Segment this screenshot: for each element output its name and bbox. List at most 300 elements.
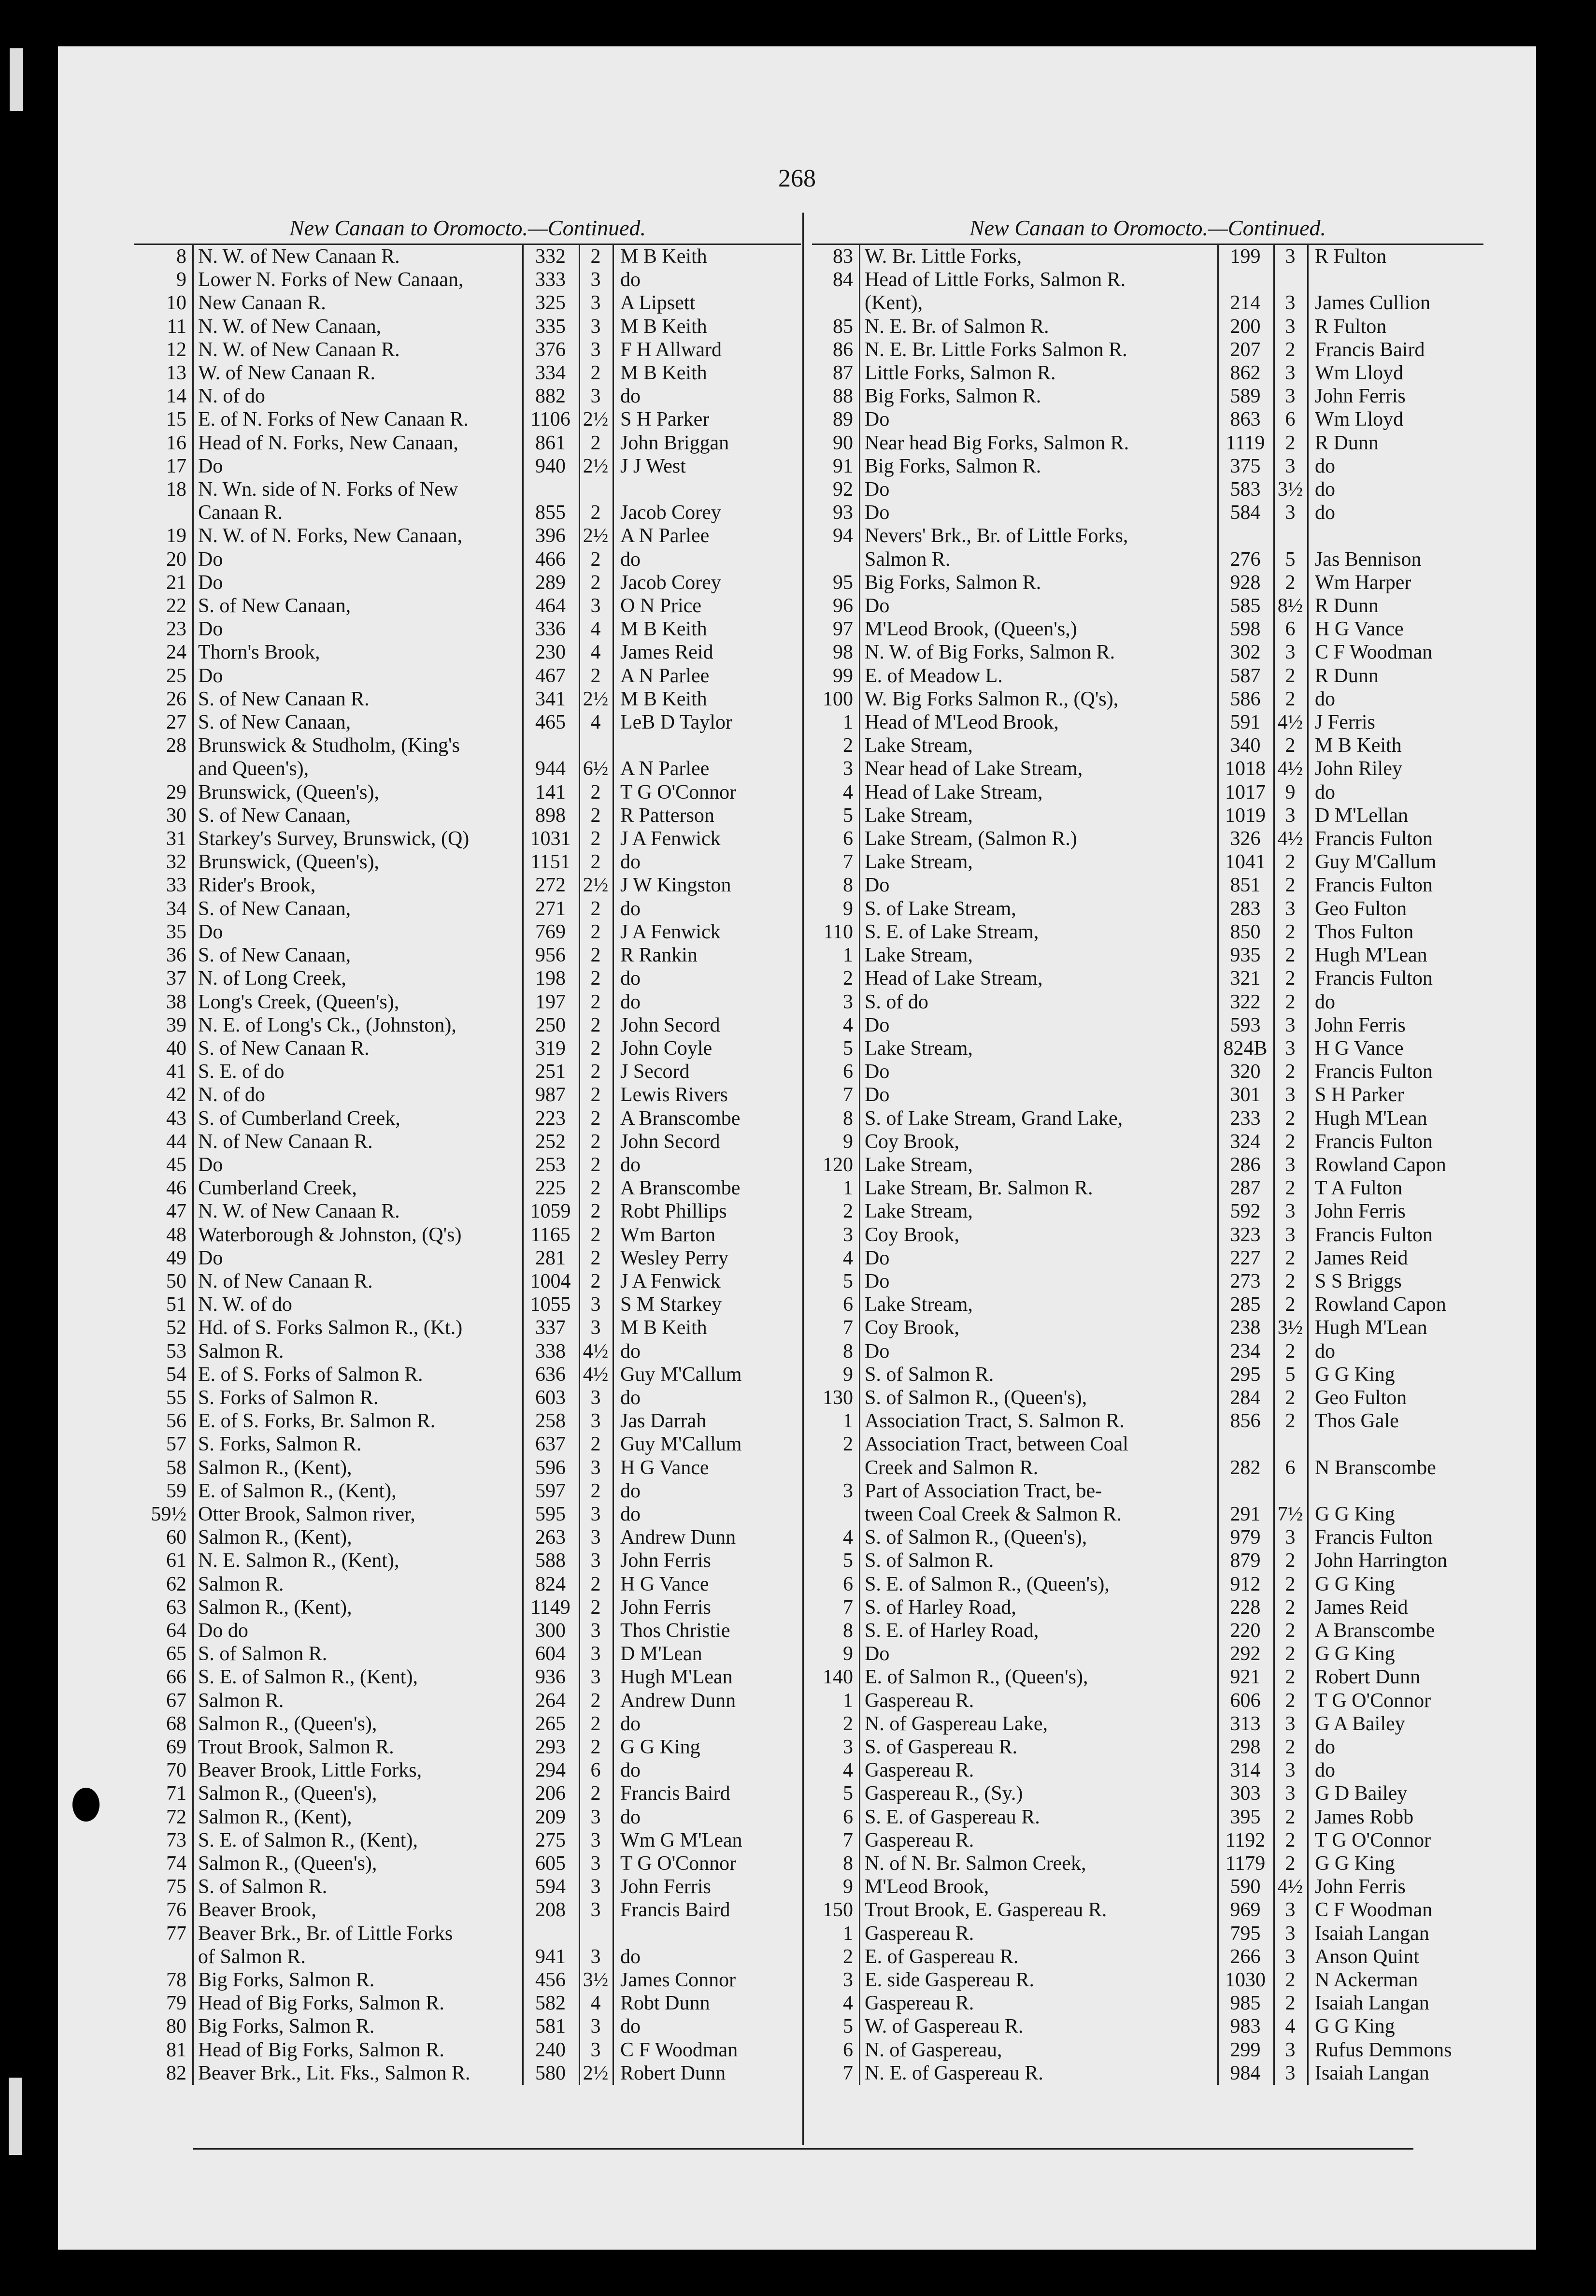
lot-number-cell: 6	[843, 828, 853, 850]
rate-cell: 2	[590, 1270, 601, 1292]
acres-cell: 300	[535, 1619, 566, 1642]
location-cell: Lake Stream, Br. Salmon R.	[865, 1177, 1093, 1200]
lot-number-cell: 6	[843, 1573, 853, 1595]
lot-number-cell: 59½	[151, 1503, 186, 1525]
acres-cell: 141	[535, 781, 566, 804]
table-row	[812, 1153, 1483, 1177]
acres-cell: 604	[535, 1643, 566, 1665]
lot-number-cell: 24	[166, 641, 186, 664]
acres-cell: 1030	[1225, 1969, 1266, 1992]
lot-number-cell: 27	[166, 711, 186, 734]
grantee-cell: J A Fenwick	[620, 828, 721, 850]
location-cell: Hd. of S. Forks Salmon R., (Kt.)	[198, 1317, 463, 1339]
rate-cell: 2½	[583, 408, 609, 431]
location-cell: Do	[865, 1643, 890, 1665]
location-cell: N. W. of New Canaan R.	[198, 338, 400, 361]
acres-cell: 1179	[1225, 1852, 1266, 1875]
rate-cell: 3	[590, 1619, 601, 1642]
acres-cell: 322	[1230, 990, 1261, 1013]
table-row	[134, 2038, 801, 2062]
rate-cell: 2	[590, 1573, 601, 1595]
location-cell: Association Tract, between Coal	[865, 1433, 1128, 1456]
table-row	[812, 1898, 1483, 1922]
grantee-cell: Robt Phillips	[620, 1200, 727, 1223]
grantee-cell: Francis Fulton	[1315, 874, 1433, 897]
rate-cell: 4	[590, 1992, 601, 2015]
table-row	[812, 1386, 1483, 1409]
acres-cell: 584	[1230, 502, 1261, 524]
lot-number-cell: 42	[166, 1084, 186, 1106]
acres-cell: 1106	[530, 408, 570, 431]
location-cell: Salmon R., (Kent),	[198, 1526, 352, 1549]
acres-cell: 223	[535, 1107, 566, 1130]
location-cell: N. E. of Gaspereau R.	[865, 2062, 1043, 2084]
table-row	[812, 1549, 1483, 1572]
acres-cell: 581	[535, 2015, 566, 2038]
lot-number-cell: 7	[843, 1084, 853, 1106]
grantee-cell: M B Keith	[620, 362, 707, 385]
location-cell: M'Leod Brook,	[865, 1876, 989, 1898]
lot-number-cell: 6	[843, 1061, 853, 1083]
rate-cell: 3	[590, 1829, 601, 1851]
acres-cell: 295	[1230, 1363, 1261, 1386]
location-cell: Head of Little Forks, Salmon R.	[865, 269, 1126, 291]
rate-cell: 2	[1285, 1247, 1296, 1269]
location-cell: Do	[198, 455, 223, 477]
location-cell: S. of Salmon R.	[865, 1550, 994, 1572]
table-row	[134, 1433, 801, 1456]
lot-number-cell: 83	[833, 245, 853, 268]
acres-cell: 769	[535, 920, 566, 943]
grantee-cell: H G Vance	[1315, 1037, 1404, 1060]
acres-cell: 265	[535, 1712, 566, 1735]
location-cell: W. of New Canaan R.	[198, 362, 376, 385]
table-row	[812, 2038, 1483, 2062]
bottom-rule	[193, 2148, 1413, 2150]
rate-cell: 2	[1285, 1643, 1296, 1665]
rate-cell: 3	[590, 2015, 601, 2038]
lot-number-cell: 36	[166, 944, 186, 967]
location-cell: E. of Meadow L.	[865, 664, 1003, 687]
table-row	[134, 1922, 801, 1945]
lot-number-cell: 5	[843, 1037, 853, 1060]
location-cell: S. of New Canaan,	[198, 897, 351, 920]
lot-number-cell: 7	[843, 1829, 853, 1851]
rate-cell: 4½	[583, 1340, 609, 1363]
acres-cell: 824	[535, 1573, 566, 1595]
location-cell: tween Coal Creek & Salmon R.	[865, 1503, 1122, 1525]
grantee-cell: A Branscombe	[620, 1107, 741, 1130]
rate-cell	[579, 734, 613, 757]
table-row	[812, 688, 1483, 711]
rate-cell: 2	[1285, 1573, 1296, 1595]
lot-number-cell: 79	[166, 1992, 186, 2015]
rate-cell: 4	[590, 711, 601, 734]
grantee-cell: D M'Lellan	[1315, 804, 1409, 827]
rate-cell: 3	[1285, 1899, 1296, 1922]
location-cell: Canaan R.	[198, 502, 283, 524]
acres-cell: 207	[1230, 338, 1261, 361]
rate-cell: 2	[1285, 688, 1296, 710]
location-cell: Big Forks, Salmon R.	[198, 2015, 375, 2038]
grantee-cell: Guy M'Callum	[1315, 851, 1437, 874]
grantee-cell: Thos Fulton	[1315, 920, 1414, 943]
lot-number-cell: 53	[166, 1340, 186, 1363]
grantee-cell: A N Parlee	[620, 664, 710, 687]
rate-cell: 2	[590, 804, 601, 827]
table-row	[812, 1014, 1483, 1037]
table-row	[812, 827, 1483, 850]
location-cell: Big Forks, Salmon R.	[865, 455, 1041, 477]
location-cell: Beaver Brk., Lit. Fks., Salmon R.	[198, 2062, 470, 2084]
acres-cell: 466	[535, 548, 566, 571]
grantee-cell: Wesley Perry	[620, 1247, 729, 1269]
table-row	[134, 2015, 801, 2038]
location-cell: S. E. of Harley Road,	[865, 1619, 1039, 1642]
grantee-cell: G D Bailey	[1315, 1782, 1408, 1805]
rate-cell: 2	[590, 967, 601, 990]
lot-number-cell: 90	[833, 431, 853, 454]
table-row	[134, 1153, 801, 1177]
rate-cell: 4½	[1277, 711, 1303, 734]
table-row	[134, 315, 801, 338]
rate-cell	[579, 478, 613, 501]
rate-cell: 3	[590, 1852, 601, 1875]
rate-cell: 3	[1285, 1782, 1296, 1805]
lot-number-cell: 70	[166, 1759, 186, 1782]
location-cell: N. W. of New Canaan R.	[198, 1200, 400, 1223]
table-row	[812, 804, 1483, 827]
table-row	[134, 1526, 801, 1549]
location-cell: Do	[865, 1247, 890, 1269]
acres-cell: 251	[535, 1061, 566, 1083]
grantee-cell: S S Briggs	[1315, 1270, 1402, 1292]
rate-cell: 3	[590, 315, 601, 338]
table-row	[812, 1363, 1483, 1386]
acres-cell	[1217, 268, 1273, 291]
table-row	[134, 1107, 801, 1130]
table-row	[812, 1689, 1483, 1712]
rate-cell: 2	[1285, 1270, 1296, 1292]
acres-cell: 1018	[1225, 758, 1266, 780]
location-cell: Head of Lake Stream,	[865, 781, 1043, 804]
acres-cell: 598	[1230, 618, 1261, 641]
lot-number-cell	[812, 1503, 859, 1526]
location-cell: E. of N. Forks of New Canaan R.	[198, 408, 469, 431]
acres-cell: 220	[1230, 1619, 1261, 1642]
table-row	[812, 1200, 1483, 1223]
rate-cell: 2	[1285, 1619, 1296, 1642]
column-rule	[579, 245, 580, 2085]
acres-cell: 332	[535, 245, 566, 268]
table-row	[812, 1456, 1483, 1479]
lot-number-cell: 16	[166, 431, 186, 454]
acres-cell: 206	[535, 1782, 566, 1805]
acres-cell: 983	[1230, 2015, 1261, 2038]
table-row	[134, 1759, 801, 1782]
lot-number-cell: 9	[843, 1130, 853, 1153]
location-cell: Lake Stream,	[865, 1293, 973, 1316]
rate-cell: 3	[1285, 1922, 1296, 1945]
column-rule	[1307, 245, 1309, 2085]
table-row	[134, 2062, 801, 2085]
rate-cell: 4	[590, 618, 601, 641]
grantee-cell: Robert Dunn	[620, 2062, 726, 2084]
acres-cell: 1055	[530, 1293, 571, 1316]
location-cell: N. W. of New Canaan R.	[198, 245, 400, 268]
grantee-cell	[1307, 524, 1483, 547]
lot-number-cell: 33	[166, 874, 186, 897]
rate-cell: 2	[590, 1153, 601, 1176]
table-row	[134, 1386, 801, 1409]
grantee-cell: Hugh M'Lean	[1315, 944, 1427, 967]
location-cell: N. E. Br. Little Forks Salmon R.	[865, 338, 1127, 361]
rate-cell: 4½	[583, 1363, 609, 1386]
grantee-cell: do	[1315, 1340, 1335, 1363]
grantee-cell: T G O'Connor	[1315, 1829, 1431, 1851]
lot-number-cell: 29	[166, 781, 186, 804]
rate-cell: 3½	[1277, 478, 1303, 501]
table-row	[812, 385, 1483, 408]
grantee-cell: M B Keith	[620, 618, 707, 641]
rate-cell: 3	[590, 269, 601, 291]
location-cell: N. of Gaspereau,	[865, 2038, 1002, 2061]
rate-cell: 3	[590, 1526, 601, 1549]
acres-cell: 376	[535, 338, 566, 361]
grantee-cell	[613, 734, 801, 757]
grantee-cell: do	[1315, 781, 1335, 804]
acres-cell: 214	[1230, 292, 1261, 315]
grantee-cell: Francis Fulton	[1315, 1223, 1433, 1246]
rate-cell: 3	[590, 1293, 601, 1316]
lot-number-cell: 80	[166, 2015, 186, 2038]
grantee-cell: T G O'Connor	[620, 1852, 737, 1875]
acres-cell: 292	[1230, 1643, 1261, 1665]
grantee-cell: J A Fenwick	[620, 920, 721, 943]
location-cell: E. of Gaspereau R.	[865, 1945, 1019, 1968]
rate-cell	[1273, 1433, 1307, 1456]
column-rule	[522, 245, 524, 2085]
grantee-cell: T G O'Connor	[1315, 1689, 1431, 1712]
grantee-cell: G A Bailey	[1315, 1712, 1405, 1735]
rate-cell	[1273, 1479, 1307, 1503]
grantee-cell: Rowland Capon	[1315, 1153, 1446, 1176]
table-row	[134, 524, 801, 547]
lot-number-cell: 120	[823, 1153, 853, 1176]
lot-number-cell: 9	[843, 1643, 853, 1665]
acres-cell: 605	[535, 1852, 566, 1875]
acres-cell: 1151	[530, 851, 570, 874]
rate-cell: 3	[590, 1899, 601, 1922]
acres-cell: 395	[1230, 1806, 1261, 1828]
acres-cell: 935	[1230, 944, 1261, 967]
location-cell: N. Wn. side of N. Forks of New	[198, 478, 458, 501]
lot-number-cell: 150	[823, 1899, 853, 1922]
lot-number-cell: 92	[833, 478, 853, 501]
rate-cell: 2	[1285, 571, 1296, 594]
table-row	[812, 501, 1483, 524]
acres-cell: 456	[535, 1969, 566, 1992]
lot-number-cell: 8	[843, 874, 853, 897]
lot-number-cell: 85	[833, 315, 853, 338]
acres-cell: 323	[1230, 1223, 1261, 1246]
grantee-cell	[1307, 1433, 1483, 1456]
lot-number-cell: 3	[843, 758, 853, 780]
acres-cell: 936	[535, 1666, 566, 1689]
lot-number-cell: 20	[166, 548, 186, 571]
acres-cell: 879	[1230, 1550, 1261, 1572]
table-row	[812, 571, 1483, 594]
table-row	[812, 408, 1483, 431]
lot-number-cell: 41	[166, 1061, 186, 1083]
rate-cell: 2	[590, 851, 601, 874]
grantee-cell: G G King	[1315, 1363, 1395, 1386]
grantee-cell: Jacob Corey	[620, 502, 721, 524]
lot-number-cell: 9	[843, 897, 853, 920]
lot-number-cell: 62	[166, 1573, 186, 1595]
location-cell: S. of New Canaan R.	[198, 1037, 370, 1060]
acres-cell: 294	[535, 1759, 566, 1782]
table-row	[134, 361, 801, 385]
rate-cell: 2	[1285, 1969, 1296, 1992]
rate-cell: 2	[1285, 338, 1296, 361]
table-row	[812, 850, 1483, 874]
table-row	[812, 1293, 1483, 1316]
location-cell: Head of Lake Stream,	[865, 967, 1043, 990]
table-row	[812, 874, 1483, 897]
grantee-cell: R Fulton	[1315, 245, 1387, 268]
rate-cell: 2	[590, 990, 601, 1013]
location-cell: Do	[865, 502, 890, 524]
page-number: 268	[778, 165, 816, 192]
location-cell: W. Br. Little Forks,	[865, 245, 1022, 268]
acres-cell: 282	[1230, 1456, 1261, 1479]
acres-cell: 940	[535, 455, 566, 477]
acres-cell: 795	[1230, 1922, 1261, 1945]
column-rule	[192, 245, 194, 2085]
lot-number-cell: 97	[833, 618, 853, 641]
table-row	[134, 711, 801, 734]
rate-cell: 3	[590, 595, 601, 617]
lot-number-cell: 130	[823, 1386, 853, 1409]
grantee-cell: John Ferris	[1315, 385, 1406, 408]
rate-cell: 2½	[583, 525, 609, 547]
lot-number-cell: 1	[843, 1689, 853, 1712]
acres-cell: 199	[1230, 245, 1261, 268]
grantee-cell: do	[620, 851, 641, 874]
rate-cell: 3	[590, 1503, 601, 1525]
acres-cell: 580	[535, 2062, 566, 2084]
table-row	[812, 990, 1483, 1014]
grantee-cell: do	[620, 2015, 641, 2038]
table-row	[812, 594, 1483, 617]
location-cell: N. W. of do	[198, 1293, 292, 1316]
table-row	[134, 1014, 801, 1037]
location-cell: Gaspereau R.	[865, 1689, 974, 1712]
grantee-cell: John Ferris	[1315, 1014, 1406, 1036]
location-cell: Gaspereau R.	[865, 1829, 974, 1851]
location-cell: Salmon R., (Queen's),	[198, 1712, 377, 1735]
table-row	[812, 967, 1483, 990]
lot-number-cell: 13	[166, 362, 186, 385]
table-row	[812, 268, 1483, 291]
acres-cell: 591	[1230, 711, 1261, 734]
location-cell: S. of Salmon R.	[198, 1876, 328, 1898]
table-row	[134, 1945, 801, 1968]
lot-number-cell: 22	[166, 595, 186, 617]
lot-number-cell: 4	[843, 1759, 853, 1782]
table-row	[812, 944, 1483, 967]
grantee-cell: Francis Fulton	[1315, 828, 1433, 850]
table-row	[134, 944, 801, 967]
table-row	[134, 1596, 801, 1619]
lot-number-cell	[134, 757, 192, 780]
acres-cell: 225	[535, 1177, 566, 1200]
grantee-cell: Thos Gale	[1315, 1410, 1399, 1433]
location-cell: Otter Brook, Salmon river,	[198, 1503, 415, 1525]
location-cell: Rider's Brook,	[198, 874, 316, 897]
grantee-cell: Robt Dunn	[620, 1992, 710, 2015]
lot-number-cell: 73	[166, 1829, 186, 1851]
lot-number-cell: 7	[843, 1596, 853, 1619]
lot-number-cell: 61	[166, 1550, 186, 1572]
acres-cell: 861	[535, 431, 566, 454]
lot-number-cell: 6	[843, 1806, 853, 1828]
lot-number-cell: 2	[843, 734, 853, 757]
rate-cell: 2	[1285, 1061, 1296, 1083]
table-row	[812, 1270, 1483, 1293]
acres-cell: 592	[1230, 1200, 1261, 1223]
grantee-cell: John Ferris	[620, 1596, 711, 1619]
grantee-cell: A Lipsett	[620, 292, 696, 315]
location-cell: Salmon R., (Queen's),	[198, 1852, 377, 1875]
location-cell: Beaver Brk., Br. of Little Forks	[198, 1922, 453, 1945]
table-row	[134, 1409, 801, 1433]
table-row	[812, 1806, 1483, 1829]
acres-cell: 882	[535, 385, 566, 408]
column-rule	[1217, 245, 1219, 2085]
grantee-cell: do	[620, 990, 641, 1013]
rate-cell: 3	[1285, 1526, 1296, 1549]
grantee-cell: do	[620, 1503, 641, 1525]
acres-cell: 856	[1230, 1410, 1261, 1433]
grantee-cell: Francis Baird	[620, 1899, 730, 1922]
lot-number-cell	[812, 548, 859, 571]
table-row	[812, 1922, 1483, 1945]
grantee-cell: LeB D Taylor	[620, 711, 732, 734]
grantee-cell: Lewis Rivers	[620, 1084, 728, 1106]
acres-cell: 338	[535, 1340, 566, 1363]
rate-cell: 2½	[583, 2062, 609, 2084]
rate-cell: 2	[590, 1247, 601, 1269]
lot-number-cell	[812, 291, 859, 315]
acres-cell: 281	[535, 1247, 566, 1269]
acres-cell: 275	[535, 1829, 566, 1851]
acres-cell: 233	[1230, 1107, 1261, 1130]
grantee-cell	[1307, 1479, 1483, 1503]
column-rule	[1273, 245, 1275, 2085]
lot-number-cell: 25	[166, 664, 186, 687]
lot-number-cell: 28	[166, 734, 186, 757]
location-cell: Association Tract, S. Salmon R.	[865, 1410, 1125, 1433]
grantee-cell: do	[620, 1479, 641, 1502]
rate-cell: 3	[590, 1643, 601, 1665]
rate-cell: 2	[1285, 1340, 1296, 1363]
acres-cell: 969	[1230, 1899, 1261, 1922]
grantee-cell: A N Parlee	[620, 525, 710, 547]
acres-cell: 898	[535, 804, 566, 827]
grantee-cell: C F Woodman	[1315, 1899, 1433, 1922]
